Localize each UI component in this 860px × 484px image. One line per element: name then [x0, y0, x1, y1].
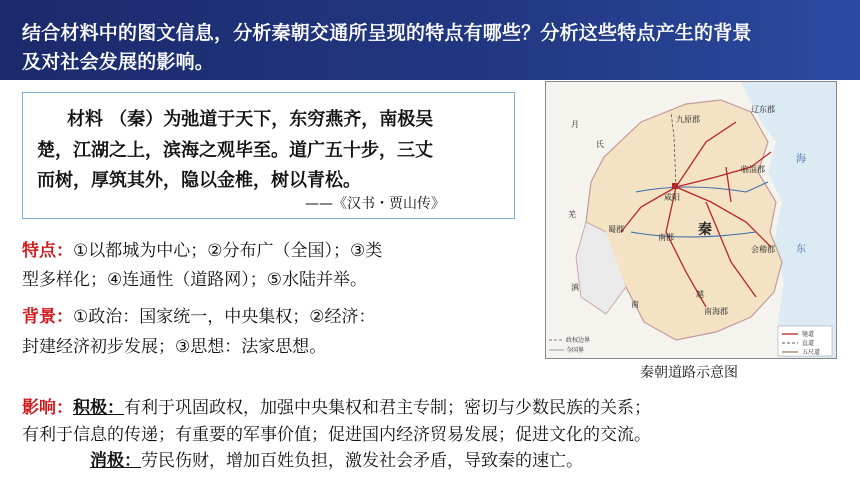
features-text1: ①以都城为中心；②分布广（全国）；③类 — [73, 241, 383, 261]
background-line1 — [22, 302, 375, 327]
negative-label: 消极： — [90, 451, 141, 471]
qin-road-map — [545, 81, 837, 359]
features-label: 特点： — [22, 241, 73, 261]
map-label-dian: 滇 — [571, 283, 579, 292]
legend-boundary-now: 今国界 — [566, 347, 585, 354]
legend-road2: 直道 — [802, 340, 815, 347]
positive-text1: 有利于巩固政权，加强中央集权和君主专制；密切与少数民族的关系； — [124, 398, 651, 418]
map-label-sea: 海 — [796, 154, 806, 165]
impact-line3 — [90, 446, 583, 471]
title-banner — [0, 0, 860, 80]
map-label-east: 东 — [796, 244, 806, 255]
map-graphic — [546, 82, 836, 358]
legend-road3: 五尺道 — [802, 349, 821, 356]
legend-boundary-qin: 政权边界 — [566, 337, 591, 344]
map-label-liaodong: 辽东郡 — [751, 105, 775, 114]
map-label-qiang: 羌 — [568, 210, 576, 219]
question-title-line2: 及对社会发展的影响。 — [22, 51, 215, 73]
map-label-nan: 南 — [631, 300, 639, 309]
map-label-qin: 秦 — [698, 222, 712, 238]
impact-label: 影响： — [22, 398, 73, 418]
material-line2: 楚，江湖之上，滨海之观毕至。道广五十步，三丈 — [37, 140, 433, 161]
impact-line1 — [22, 393, 651, 418]
map-label-kuaiji: 会稽郡 — [751, 245, 775, 254]
map-label-shujun: 蜀郡 — [608, 225, 624, 234]
map-label-yue2: 月 — [571, 120, 579, 129]
background-line2: 封建经济初步发展；③思想：法家思想。 — [22, 337, 327, 357]
positive-label: 积极： — [73, 398, 124, 418]
features-line1 — [22, 236, 382, 261]
map-label-min: 氏 — [596, 140, 604, 149]
map-label-nanjun: 南郡 — [658, 233, 674, 242]
map-label-jiuyuan: 九原郡 — [676, 115, 700, 124]
features-line2: 型多样化；④连通性（道路网）；⑤水陆并举。 — [22, 270, 367, 290]
background-label: 背景： — [22, 307, 73, 327]
map-caption: 秦朝道路示意图 — [640, 365, 738, 381]
background-text1: ①政治：国家统一，中央集权；②经济： — [73, 307, 376, 327]
map-label-capital: 咸阳 — [664, 193, 680, 202]
material-quote-box — [22, 92, 515, 219]
material-line1: 材料 （秦）为弛道于天下，东穷燕齐，南极吴 — [67, 109, 434, 130]
map-label-nanhai: 南海郡 — [704, 307, 728, 316]
impact-line2: 有利于信息的传递；有重要的军事价值；促进国内经济贸易发展；促进文化的交流。 — [22, 425, 651, 445]
material-line3: 而树，厚筑其外，隐以金椎，树以青松。 — [37, 170, 361, 191]
map-label-linzi: 临淄郡 — [741, 165, 765, 174]
question-title-line1: 结合材料中的图文信息，分析秦朝交通所呈现的特点有哪些？分析这些特点产生的背景 — [22, 22, 752, 44]
negative-text: 劳民伤财，增加百姓负担，激发社会矛盾，导致秦的速亡。 — [141, 451, 583, 471]
map-label-yue: 越 — [696, 290, 704, 299]
material-source: ——《汉书・贾山传》 — [305, 196, 445, 212]
legend-road1: 驰道 — [802, 331, 815, 338]
